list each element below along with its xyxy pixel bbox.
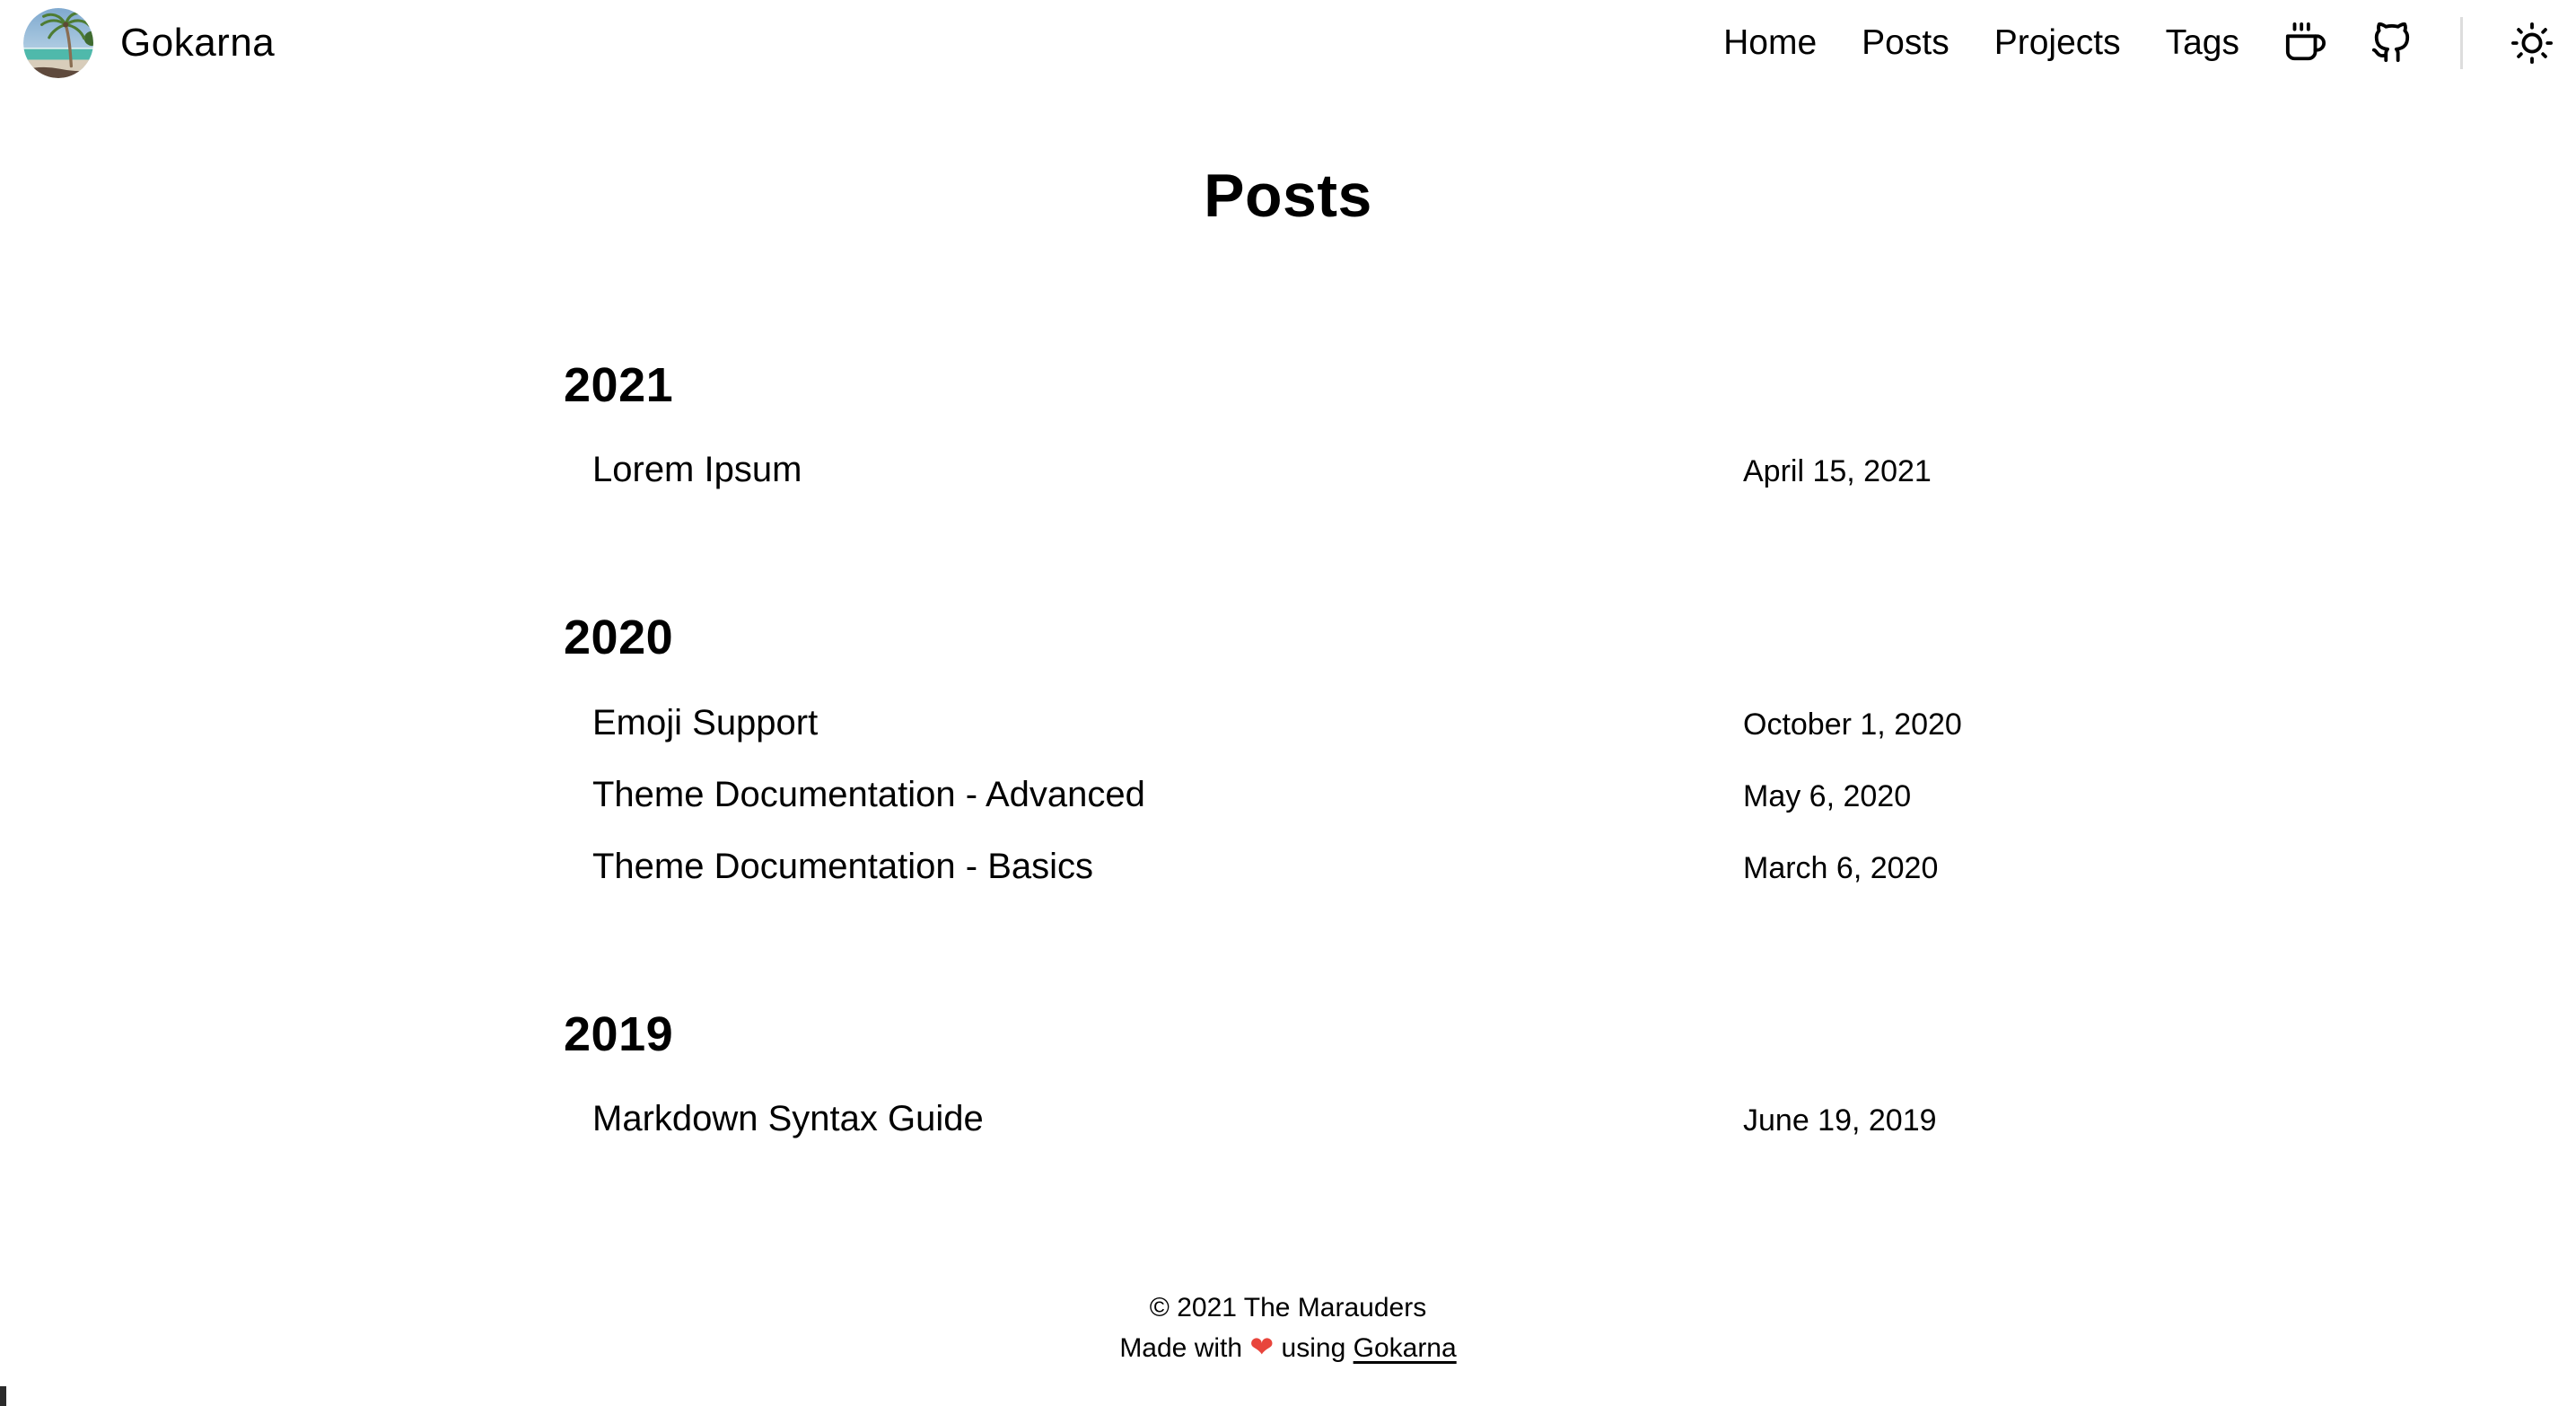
year-section-2019 — [564, 1008, 2012, 1155]
nav-link-tags[interactable]: Tags — [2165, 23, 2239, 62]
post-row — [564, 687, 2012, 759]
year-section-2020 — [564, 611, 2012, 901]
post-date: April 15, 2021 — [1743, 454, 1932, 489]
footer — [0, 1291, 2576, 1365]
nav-divider — [2460, 17, 2463, 69]
year-heading: 2020 — [564, 611, 674, 665]
gokarna-theme-link[interactable]: Gokarna — [1353, 1332, 1457, 1363]
copyright-text: © 2021 The Marauders — [1149, 1293, 1427, 1323]
post-link-markdown-syntax-guide[interactable]: Markdown Syntax Guide — [592, 1099, 984, 1139]
post-date: March 6, 2020 — [1743, 850, 1939, 885]
post-date: October 1, 2020 — [1743, 707, 1962, 742]
made-with-suffix: using — [1281, 1332, 1346, 1363]
site-title[interactable]: Gokarna — [120, 21, 276, 65]
avatar — [23, 8, 93, 78]
github-icon[interactable] — [2370, 22, 2412, 64]
nav-link-projects[interactable]: Projects — [1993, 23, 2121, 62]
made-with-prefix: Made with — [1119, 1332, 1243, 1363]
post-link-theme-doc-advanced[interactable]: Theme Documentation - Advanced — [592, 774, 1145, 814]
theme-toggle-sun-icon[interactable] — [2511, 22, 2553, 64]
content — [564, 162, 2012, 1155]
post-link-lorem-ipsum[interactable]: Lorem Ipsum — [592, 450, 802, 490]
post-date: May 6, 2020 — [1743, 778, 1912, 813]
window-edge-artifact — [0, 1386, 6, 1406]
main-nav — [1723, 17, 2553, 69]
post-row — [564, 759, 2012, 830]
post-row — [564, 1083, 2012, 1155]
post-date: June 19, 2019 — [1743, 1103, 1937, 1138]
heart-icon: ❤ — [1249, 1329, 1275, 1364]
page-title: Posts — [1204, 162, 1372, 230]
site-brand[interactable] — [23, 8, 275, 78]
coffee-icon[interactable] — [2284, 22, 2326, 64]
post-link-theme-doc-basics[interactable]: Theme Documentation - Basics — [592, 846, 1094, 886]
post-row — [564, 434, 2012, 505]
nav-link-posts[interactable]: Posts — [1862, 23, 1950, 62]
post-link-emoji-support[interactable]: Emoji Support — [592, 702, 819, 743]
year-heading: 2019 — [564, 1006, 674, 1061]
post-row — [564, 830, 2012, 902]
top-nav-bar — [0, 0, 2576, 86]
made-with-line — [0, 1329, 2576, 1366]
nav-link-home[interactable]: Home — [1723, 23, 1818, 62]
year-heading: 2021 — [564, 358, 674, 412]
year-section-2021 — [564, 359, 2012, 505]
